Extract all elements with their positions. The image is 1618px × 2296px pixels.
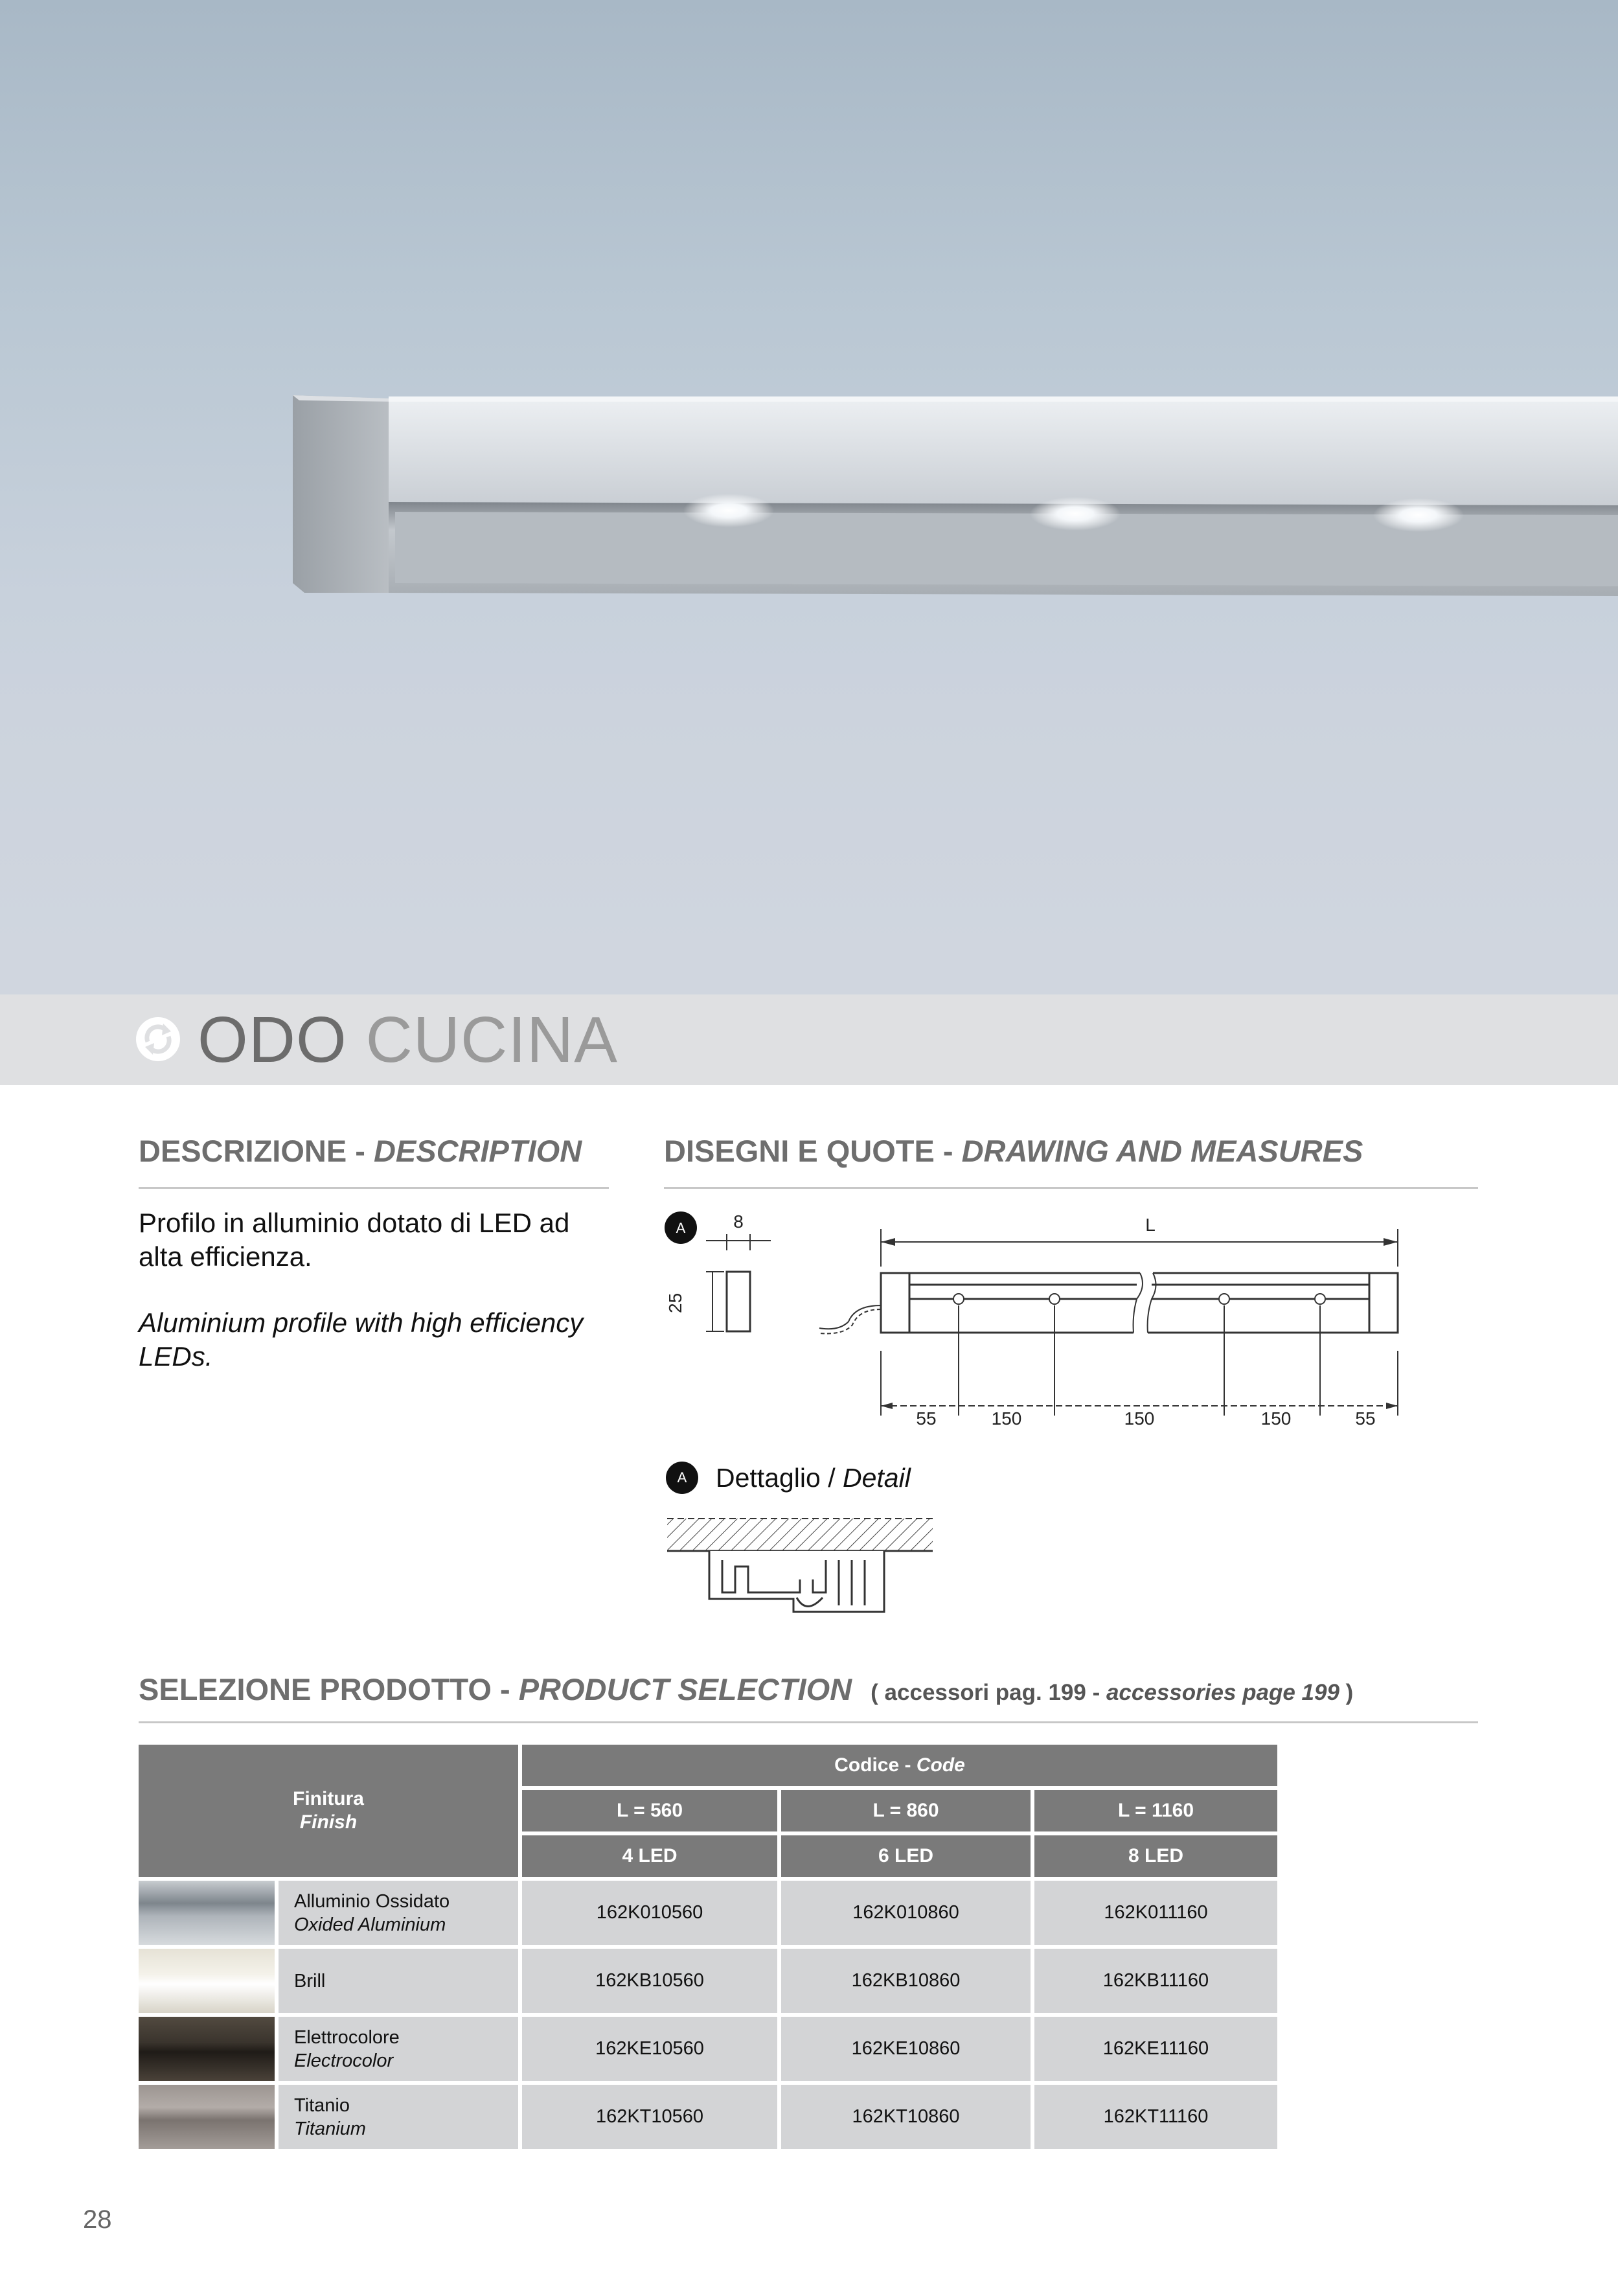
title-part2: CUCINA xyxy=(365,1004,618,1076)
description-heading-it: DESCRIZIONE - xyxy=(139,1134,374,1168)
table-row xyxy=(139,1881,1277,1945)
length-header: L = 560 xyxy=(522,1790,777,1831)
spacing-label: 150 xyxy=(1260,1408,1292,1429)
selection-heading-en: PRODUCT SELECTION xyxy=(518,1672,852,1706)
page-title xyxy=(198,1003,618,1077)
table-row xyxy=(139,2017,1277,2081)
selection-heading-it: SELEZIONE PRODOTTO - xyxy=(139,1672,519,1706)
detail-label-en: Detail xyxy=(843,1463,911,1493)
finish-en: Oxided Aluminium xyxy=(294,1914,446,1935)
description-text xyxy=(139,1206,592,1373)
product-photo xyxy=(0,0,1618,994)
code-cell: 162KE10860 xyxy=(781,2017,1031,2081)
code-cell: 162KE10560 xyxy=(522,2017,777,2081)
table-row xyxy=(139,1949,1277,2013)
finish-header-it: Finitura xyxy=(293,1788,364,1809)
description-en: Aluminium profile with high efficiency LEDs. xyxy=(139,1307,584,1372)
code-header-en: Code xyxy=(916,1754,965,1776)
accessories-note xyxy=(871,1680,1353,1705)
finish-it: Alluminio Ossidato xyxy=(294,1890,450,1912)
finish-it: Elettrocolore xyxy=(294,2026,400,2048)
section-width-label: 8 xyxy=(733,1211,744,1232)
acc-close: ) xyxy=(1339,1680,1354,1705)
finish-it: Brill xyxy=(294,1970,326,1992)
acc-en: accessories page 199 xyxy=(1106,1680,1339,1705)
spacing-label: 150 xyxy=(1124,1408,1155,1429)
length-label: L xyxy=(1145,1215,1156,1235)
spacing-label: 55 xyxy=(916,1408,937,1429)
divider xyxy=(139,1187,609,1189)
product-table xyxy=(135,1741,1281,2153)
section-profile xyxy=(727,1272,750,1331)
divider xyxy=(664,1187,1478,1189)
detail-label-it: Dettaglio / xyxy=(716,1463,843,1493)
drawing-heading-en: DRAWING AND MEASURES xyxy=(961,1134,1363,1168)
finish-cell xyxy=(279,2017,518,2081)
finish-cell xyxy=(279,1949,518,2013)
finish-swatch xyxy=(139,1881,275,1945)
finish-header xyxy=(139,1745,518,1877)
code-cell: 162KB10560 xyxy=(522,1949,777,2013)
code-cell: 162K010560 xyxy=(522,1881,777,1945)
detail-badge: A xyxy=(666,1462,698,1494)
description-heading xyxy=(139,1133,582,1169)
technical-drawing xyxy=(654,1202,1470,1461)
length-header: L = 1160 xyxy=(1034,1790,1277,1831)
description-it: Profilo in alluminio dotato di LED ad alta efficienza. xyxy=(139,1208,570,1272)
length-header: L = 860 xyxy=(781,1790,1031,1831)
finish-cell xyxy=(279,2085,518,2149)
code-cell: 162KB11160 xyxy=(1034,1949,1277,2013)
code-cell: 162KT11160 xyxy=(1034,2085,1277,2149)
drawing-heading-it: DISEGNI E QUOTE - xyxy=(664,1134,962,1168)
led-header: 6 LED xyxy=(781,1835,1031,1877)
finish-en: Titanium xyxy=(294,2118,366,2139)
code-header xyxy=(522,1745,1277,1786)
selection-heading xyxy=(139,1671,1353,1711)
description-heading-en: DESCRIPTION xyxy=(373,1134,582,1168)
drawing-heading xyxy=(664,1133,1363,1169)
spacing-label: 150 xyxy=(991,1408,1022,1429)
code-cell: 162KT10860 xyxy=(781,2085,1031,2149)
detail-section-drawing xyxy=(664,1515,936,1618)
finish-swatch xyxy=(139,1949,275,2013)
code-header-it: Codice - xyxy=(834,1754,917,1776)
code-cell: 162K010860 xyxy=(781,1881,1031,1945)
section-height-label: 25 xyxy=(665,1292,685,1313)
acc-open: ( accessori pag. 199 - xyxy=(871,1680,1106,1705)
badge-letter: A xyxy=(676,1220,686,1236)
table-row xyxy=(139,2085,1277,2149)
led-header: 8 LED xyxy=(1034,1835,1277,1877)
code-cell: 162KB10860 xyxy=(781,1949,1031,2013)
code-cell: 162K011160 xyxy=(1034,1881,1277,1945)
detail-label xyxy=(716,1463,911,1493)
divider xyxy=(139,1721,1478,1723)
finish-cell xyxy=(279,1881,518,1945)
led-profile-illustration xyxy=(0,0,1618,994)
led-header: 4 LED xyxy=(522,1835,777,1877)
code-cell: 162KE11160 xyxy=(1034,2017,1277,2081)
finish-swatch xyxy=(139,2085,275,2149)
finish-swatch xyxy=(139,2017,275,2081)
page-number: 28 xyxy=(83,2205,112,2234)
finish-it: Titanio xyxy=(294,2095,350,2116)
refresh-logo-icon xyxy=(135,1016,181,1062)
code-cell: 162KT10560 xyxy=(522,2085,777,2149)
finish-header-en: Finish xyxy=(299,1811,358,1833)
spacing-label: 55 xyxy=(1355,1408,1376,1429)
title-part1: ODO xyxy=(198,1004,347,1076)
finish-en: Electrocolor xyxy=(294,2050,394,2071)
